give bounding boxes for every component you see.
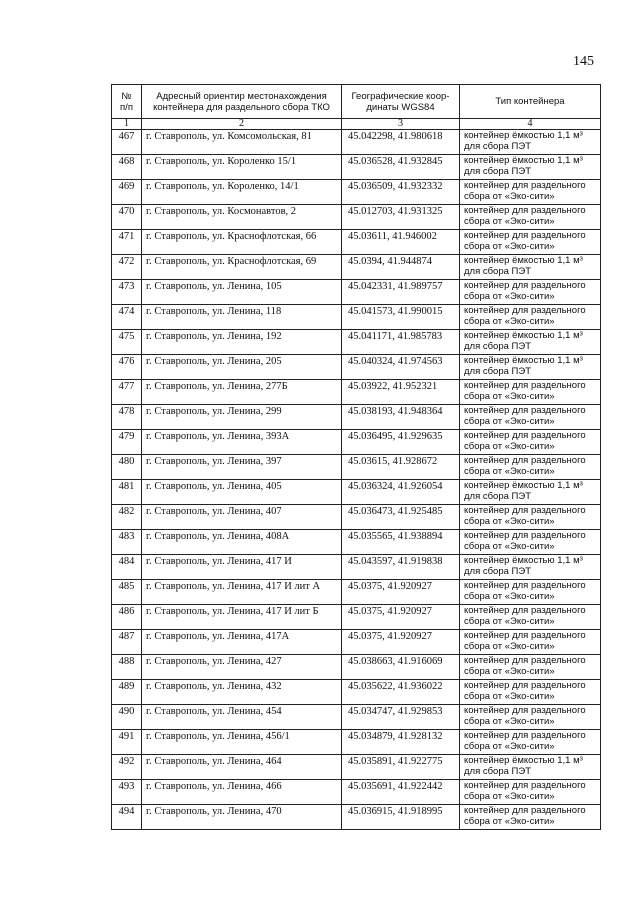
container-type-line-1: контейнер для раздельного bbox=[464, 605, 586, 616]
row-address: г. Ставрополь, ул. Ленина, 417 И лит А bbox=[142, 580, 342, 605]
table-row bbox=[112, 230, 601, 255]
row-address: г. Ставрополь, ул. Короленко, 14/1 bbox=[142, 180, 342, 205]
row-coordinates: 45.042298, 41.980618 bbox=[342, 130, 460, 155]
container-type-line-1: контейнер для раздельного bbox=[464, 180, 586, 191]
row-number: 475 bbox=[112, 330, 142, 355]
row-container-type bbox=[460, 380, 601, 405]
container-type-line-1: контейнер для раздельного bbox=[464, 655, 586, 666]
row-container-type bbox=[460, 280, 601, 305]
table-row bbox=[112, 130, 601, 155]
container-type-line-1: контейнер для раздельного bbox=[464, 205, 586, 216]
row-coordinates: 45.036324, 41.926054 bbox=[342, 480, 460, 505]
table-row bbox=[112, 730, 601, 755]
container-type-line-1: контейнер ёмкостью 1,1 м³ bbox=[464, 130, 583, 141]
row-address: г. Ставрополь, ул. Ленина, 464 bbox=[142, 755, 342, 780]
header-row bbox=[112, 85, 601, 119]
table-row bbox=[112, 655, 601, 680]
container-type-line-2: для сбора ПЭТ bbox=[464, 140, 532, 152]
row-address: г. Ставрополь, ул. Ленина, 427 bbox=[142, 655, 342, 680]
row-number: 473 bbox=[112, 280, 142, 305]
row-container-type bbox=[460, 305, 601, 330]
row-number: 467 bbox=[112, 130, 142, 155]
row-number: 493 bbox=[112, 780, 142, 805]
row-coordinates: 45.036509, 41.932332 bbox=[342, 180, 460, 205]
row-container-type bbox=[460, 130, 601, 155]
container-type-line-1: контейнер для раздельного bbox=[464, 705, 586, 716]
row-coordinates: 45.03615, 41.928672 bbox=[342, 455, 460, 480]
table-row bbox=[112, 305, 601, 330]
header-address: Адресный ориентир местонахождения контейнера для раздельного сбора ТКО bbox=[142, 85, 342, 119]
row-coordinates: 45.03611, 41.946002 bbox=[342, 230, 460, 255]
row-container-type bbox=[460, 255, 601, 280]
row-number: 470 bbox=[112, 205, 142, 230]
row-number: 489 bbox=[112, 680, 142, 705]
row-coordinates: 45.038663, 41.916069 bbox=[342, 655, 460, 680]
row-number: 490 bbox=[112, 705, 142, 730]
row-container-type bbox=[460, 505, 601, 530]
row-container-type bbox=[460, 230, 601, 255]
container-type-line-1: контейнер для раздельного bbox=[464, 580, 586, 591]
row-container-type bbox=[460, 655, 601, 680]
row-number: 481 bbox=[112, 480, 142, 505]
table-row bbox=[112, 355, 601, 380]
container-type-line-1: контейнер для раздельного bbox=[464, 630, 586, 641]
table-row bbox=[112, 530, 601, 555]
column-index: 2 bbox=[142, 119, 342, 130]
row-address: г. Ставрополь, ул. Ленина, 466 bbox=[142, 780, 342, 805]
container-type-line-2: сбора от «Эко-сити» bbox=[464, 715, 555, 727]
container-type-line-2: сбора от «Эко-сити» bbox=[464, 315, 555, 327]
row-container-type bbox=[460, 755, 601, 780]
header-num: № п/п bbox=[112, 85, 142, 119]
row-container-type bbox=[460, 480, 601, 505]
row-number: 492 bbox=[112, 755, 142, 780]
row-coordinates: 45.0375, 41.920927 bbox=[342, 580, 460, 605]
row-number: 471 bbox=[112, 230, 142, 255]
table-row bbox=[112, 180, 601, 205]
row-coordinates: 45.0394, 41.944874 bbox=[342, 255, 460, 280]
container-type-line-1: контейнер для раздельного bbox=[464, 380, 586, 391]
container-type-line-1: контейнер для раздельного bbox=[464, 530, 586, 541]
table-row bbox=[112, 380, 601, 405]
container-type-line-1: контейнер для раздельного bbox=[464, 455, 586, 466]
row-coordinates: 45.042331, 41.989757 bbox=[342, 280, 460, 305]
container-type-line-1: контейнер для раздельного bbox=[464, 730, 586, 741]
row-address: г. Ставрополь, ул. Ленина, 205 bbox=[142, 355, 342, 380]
table-row bbox=[112, 480, 601, 505]
row-container-type bbox=[460, 730, 601, 755]
row-coordinates: 45.034747, 41.929853 bbox=[342, 705, 460, 730]
header-coords: Географические коор- динаты WGS84 bbox=[342, 85, 460, 119]
row-address: г. Ставрополь, ул. Короленко 15/1 bbox=[142, 155, 342, 180]
row-address: г. Ставрополь, ул. Ленина, 397 bbox=[142, 455, 342, 480]
container-type-line-1: контейнер ёмкостью 1,1 м³ bbox=[464, 755, 583, 766]
container-type-line-1: контейнер ёмкостью 1,1 м³ bbox=[464, 330, 583, 341]
row-coordinates: 45.035622, 41.936022 bbox=[342, 680, 460, 705]
row-address: г. Ставрополь, ул. Ленина, 408А bbox=[142, 530, 342, 555]
row-number: 486 bbox=[112, 605, 142, 630]
row-container-type bbox=[460, 455, 601, 480]
container-type-line-2: сбора от «Эко-сити» bbox=[464, 740, 555, 752]
row-address: г. Ставрополь, ул. Ленина, 432 bbox=[142, 680, 342, 705]
row-coordinates: 45.035891, 41.922775 bbox=[342, 755, 460, 780]
row-coordinates: 45.041171, 41.985783 bbox=[342, 330, 460, 355]
container-type-line-2: для сбора ПЭТ bbox=[464, 165, 532, 177]
row-coordinates: 45.040324, 41.974563 bbox=[342, 355, 460, 380]
row-coordinates: 45.0375, 41.920927 bbox=[342, 630, 460, 655]
row-container-type bbox=[460, 430, 601, 455]
row-coordinates: 45.035565, 41.938894 bbox=[342, 530, 460, 555]
row-number: 468 bbox=[112, 155, 142, 180]
row-number: 494 bbox=[112, 805, 142, 830]
row-number: 491 bbox=[112, 730, 142, 755]
row-number: 488 bbox=[112, 655, 142, 680]
row-coordinates: 45.035691, 41.922442 bbox=[342, 780, 460, 805]
row-coordinates: 45.038193, 41.948364 bbox=[342, 405, 460, 430]
row-container-type bbox=[460, 580, 601, 605]
container-type-line-2: сбора от «Эко-сити» bbox=[464, 190, 555, 202]
container-table bbox=[111, 84, 601, 830]
table-row bbox=[112, 780, 601, 805]
table-row bbox=[112, 705, 601, 730]
table-row bbox=[112, 330, 601, 355]
row-container-type bbox=[460, 355, 601, 380]
table-row bbox=[112, 605, 601, 630]
row-address: г. Ставрополь, ул. Ленина, 299 bbox=[142, 405, 342, 430]
container-type-line-2: сбора от «Эко-сити» bbox=[464, 790, 555, 802]
row-address: г. Ставрополь, ул. Ленина, 417 И лит Б bbox=[142, 605, 342, 630]
row-container-type bbox=[460, 205, 601, 230]
row-address: г. Ставрополь, ул. Ленина, 192 bbox=[142, 330, 342, 355]
row-address: г. Ставрополь, ул. Космонавтов, 2 bbox=[142, 205, 342, 230]
row-address: г. Ставрополь, ул. Ленина, 393А bbox=[142, 430, 342, 455]
row-coordinates: 45.034879, 41.928132 bbox=[342, 730, 460, 755]
table-row bbox=[112, 505, 601, 530]
row-container-type bbox=[460, 180, 601, 205]
container-type-line-1: контейнер для раздельного bbox=[464, 430, 586, 441]
row-address: г. Ставрополь, ул. Ленина, 417А bbox=[142, 630, 342, 655]
container-type-line-2: для сбора ПЭТ bbox=[464, 340, 532, 352]
table-row bbox=[112, 405, 601, 430]
row-container-type bbox=[460, 405, 601, 430]
row-address: г. Ставрополь, ул. Ленина, 407 bbox=[142, 505, 342, 530]
row-coordinates: 45.036495, 41.929635 bbox=[342, 430, 460, 455]
row-address: г. Ставрополь, ул. Краснофлотская, 66 bbox=[142, 230, 342, 255]
column-index: 1 bbox=[112, 119, 142, 130]
container-type-line-2: для сбора ПЭТ bbox=[464, 565, 532, 577]
row-number: 474 bbox=[112, 305, 142, 330]
container-type-line-1: контейнер для раздельного bbox=[464, 280, 586, 291]
container-type-line-1: контейнер для раздельного bbox=[464, 505, 586, 516]
table-row bbox=[112, 680, 601, 705]
container-type-line-2: сбора от «Эко-сити» bbox=[464, 240, 555, 252]
row-number: 483 bbox=[112, 530, 142, 555]
table-row bbox=[112, 630, 601, 655]
container-type-line-1: контейнер ёмкостью 1,1 м³ bbox=[464, 480, 583, 491]
table-row bbox=[112, 155, 601, 180]
row-number: 485 bbox=[112, 580, 142, 605]
row-container-type bbox=[460, 705, 601, 730]
container-type-line-2: сбора от «Эко-сити» bbox=[464, 540, 555, 552]
container-type-line-2: сбора от «Эко-сити» bbox=[464, 415, 555, 427]
container-type-line-2: сбора от «Эко-сити» bbox=[464, 815, 555, 827]
container-type-line-2: сбора от «Эко-сити» bbox=[464, 640, 555, 652]
row-address: г. Ставрополь, ул. Комсомольская, 81 bbox=[142, 130, 342, 155]
row-address: г. Ставрополь, ул. Краснофлотская, 69 bbox=[142, 255, 342, 280]
row-coordinates: 45.036473, 41.925485 bbox=[342, 505, 460, 530]
container-type-line-1: контейнер для раздельного bbox=[464, 230, 586, 241]
container-type-line-1: контейнер для раздельного bbox=[464, 405, 586, 416]
container-type-line-2: сбора от «Эко-сити» bbox=[464, 515, 555, 527]
table-row bbox=[112, 555, 601, 580]
row-number: 480 bbox=[112, 455, 142, 480]
row-address: г. Ставрополь, ул. Ленина, 277Б bbox=[142, 380, 342, 405]
container-type-line-2: для сбора ПЭТ bbox=[464, 490, 532, 502]
row-number: 479 bbox=[112, 430, 142, 455]
row-coordinates: 45.043597, 41.919838 bbox=[342, 555, 460, 580]
column-index-row bbox=[112, 119, 601, 130]
row-address: г. Ставрополь, ул. Ленина, 417 И bbox=[142, 555, 342, 580]
row-address: г. Ставрополь, ул. Ленина, 454 bbox=[142, 705, 342, 730]
container-type-line-1: контейнер для раздельного bbox=[464, 805, 586, 816]
container-type-line-1: контейнер ёмкостью 1,1 м³ bbox=[464, 555, 583, 566]
column-index: 3 bbox=[342, 119, 460, 130]
container-type-line-1: контейнер ёмкостью 1,1 м³ bbox=[464, 355, 583, 366]
page-number: 145 bbox=[573, 54, 594, 69]
row-address: г. Ставрополь, ул. Ленина, 456/1 bbox=[142, 730, 342, 755]
container-type-line-1: контейнер для раздельного bbox=[464, 680, 586, 691]
header-type: Тип контейнера bbox=[460, 85, 601, 119]
table-row bbox=[112, 755, 601, 780]
row-coordinates: 45.036915, 41.918995 bbox=[342, 805, 460, 830]
row-container-type bbox=[460, 805, 601, 830]
container-type-line-2: сбора от «Эко-сити» bbox=[464, 290, 555, 302]
row-coordinates: 45.03922, 41.952321 bbox=[342, 380, 460, 405]
row-address: г. Ставрополь, ул. Ленина, 470 bbox=[142, 805, 342, 830]
container-type-line-1: контейнер ёмкостью 1,1 м³ bbox=[464, 155, 583, 166]
row-container-type bbox=[460, 605, 601, 630]
container-type-line-2: сбора от «Эко-сити» bbox=[464, 465, 555, 477]
container-type-line-1: контейнер для раздельного bbox=[464, 305, 586, 316]
row-number: 469 bbox=[112, 180, 142, 205]
row-coordinates: 45.012703, 41.931325 bbox=[342, 205, 460, 230]
table-row bbox=[112, 805, 601, 830]
table-row bbox=[112, 580, 601, 605]
container-type-line-2: сбора от «Эко-сити» bbox=[464, 665, 555, 677]
container-type-line-1: контейнер для раздельного bbox=[464, 780, 586, 791]
table-row bbox=[112, 430, 601, 455]
row-number: 487 bbox=[112, 630, 142, 655]
table-row bbox=[112, 455, 601, 480]
row-number: 484 bbox=[112, 555, 142, 580]
row-address: г. Ставрополь, ул. Ленина, 105 bbox=[142, 280, 342, 305]
row-coordinates: 45.036528, 41.932845 bbox=[342, 155, 460, 180]
row-coordinates: 45.041573, 41.990015 bbox=[342, 305, 460, 330]
table-row bbox=[112, 280, 601, 305]
container-type-line-1: контейнер ёмкостью 1,1 м³ bbox=[464, 255, 583, 266]
row-container-type bbox=[460, 330, 601, 355]
container-type-line-2: для сбора ПЭТ bbox=[464, 365, 532, 377]
row-number: 476 bbox=[112, 355, 142, 380]
container-type-line-2: сбора от «Эко-сити» bbox=[464, 690, 555, 702]
container-type-line-2: сбора от «Эко-сити» bbox=[464, 215, 555, 227]
row-container-type bbox=[460, 555, 601, 580]
row-container-type bbox=[460, 155, 601, 180]
table-row bbox=[112, 205, 601, 230]
container-type-line-2: сбора от «Эко-сити» bbox=[464, 440, 555, 452]
row-container-type bbox=[460, 630, 601, 655]
row-number: 482 bbox=[112, 505, 142, 530]
container-type-line-2: сбора от «Эко-сити» bbox=[464, 615, 555, 627]
table-row bbox=[112, 255, 601, 280]
row-number: 472 bbox=[112, 255, 142, 280]
container-type-line-2: для сбора ПЭТ bbox=[464, 265, 532, 277]
row-number: 477 bbox=[112, 380, 142, 405]
row-container-type bbox=[460, 530, 601, 555]
row-container-type bbox=[460, 680, 601, 705]
container-type-line-2: сбора от «Эко-сити» bbox=[464, 390, 555, 402]
column-index: 4 bbox=[460, 119, 601, 130]
row-address: г. Ставрополь, ул. Ленина, 405 bbox=[142, 480, 342, 505]
container-type-line-2: сбора от «Эко-сити» bbox=[464, 590, 555, 602]
row-number: 478 bbox=[112, 405, 142, 430]
row-container-type bbox=[460, 780, 601, 805]
container-type-line-2: для сбора ПЭТ bbox=[464, 765, 532, 777]
row-coordinates: 45.0375, 41.920927 bbox=[342, 605, 460, 630]
row-address: г. Ставрополь, ул. Ленина, 118 bbox=[142, 305, 342, 330]
